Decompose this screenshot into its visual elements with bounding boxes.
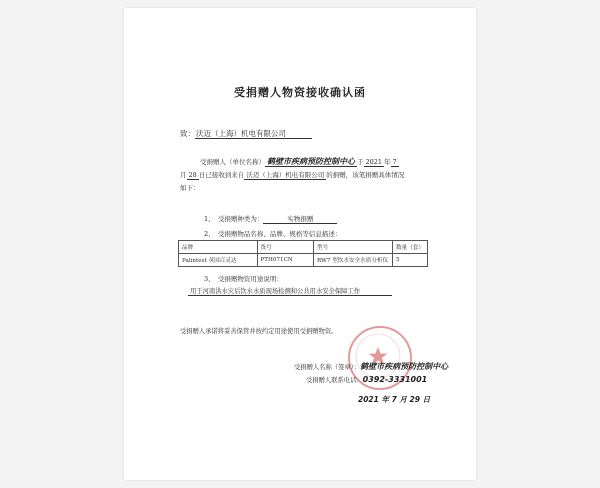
paragraph-line-2 (180, 170, 404, 179)
text-nian: 年 (384, 158, 391, 166)
receipt-day: 28 (188, 171, 197, 179)
donee-handwritten-org: 鹤壁市疾病预防控制中心 (267, 157, 355, 166)
recipient-line (180, 128, 312, 139)
item-description-label: 2、 受捐赠物品名称、品牌、规格等信息描述： (204, 230, 342, 238)
cell-brand: Palintest 英国百灵达 (179, 254, 258, 267)
table-row (179, 254, 428, 267)
header-model: 型号 (314, 241, 393, 254)
cell-quantity: 5 (393, 254, 428, 267)
header-brand: 品牌 (179, 241, 258, 254)
document-page (124, 8, 476, 480)
receipt-month: 7 (392, 158, 397, 166)
text-received-from: 日已接收到来自 (198, 171, 245, 179)
usage-value: 用于河南洪水灾后饮水水质现场检测和公共用水安全保障工作 (188, 286, 392, 296)
cell-model: RW7 型饮水安全水质分析仪 (314, 254, 393, 267)
donation-type-line (204, 214, 337, 224)
commitment-statement: 受捐赠人承诺将妥善保管并按约定用途使用受捐赠物资。 (180, 328, 338, 335)
usage-label: 3、 受捐赠物资用途说明： (204, 275, 283, 283)
header-item-no: 货号 (257, 241, 314, 254)
text-donation-detail: 的捐赠，该笔捐赠具体情况 (326, 171, 405, 179)
signature-handwritten-name: 鹤壁市疾病预防控制中心 (360, 362, 449, 371)
donation-type-value: 实物捐赠 (263, 214, 337, 224)
document-title: 受捐赠人物资接收确认函 (234, 86, 366, 99)
signed-date: 2021 年 7 月 29 日 (358, 395, 431, 404)
text-yue: 月 (180, 171, 187, 179)
paragraph-line-1 (200, 156, 399, 167)
text-yu: 于 (357, 158, 364, 166)
contact-line (306, 375, 427, 384)
recipient-company: 沃迈（上海）机电有限公司 (195, 129, 312, 139)
donor-company: 沃迈（上海）机电有限公司 (246, 171, 325, 179)
signature-line (294, 361, 448, 372)
donee-label: 受捐赠人（单位名称） (200, 158, 265, 166)
header-quantity: 数量（套） (393, 241, 428, 254)
usage-line (188, 286, 392, 296)
receipt-year: 2021 (365, 158, 383, 166)
donation-type-label: 1、 受捐赠种类为： (204, 215, 264, 223)
paragraph-line-3: 如下： (180, 184, 200, 192)
recipient-prefix: 致： (180, 129, 195, 138)
cell-item-no: PTH071CN (257, 254, 314, 267)
signature-label: 受捐赠人名称（签章）： (294, 364, 361, 371)
contact-label: 受捐赠人联系电话： (306, 377, 363, 384)
contact-phone: 0392-3331001 (362, 375, 428, 384)
table-header-row (179, 241, 428, 254)
donation-items-table (178, 240, 428, 267)
